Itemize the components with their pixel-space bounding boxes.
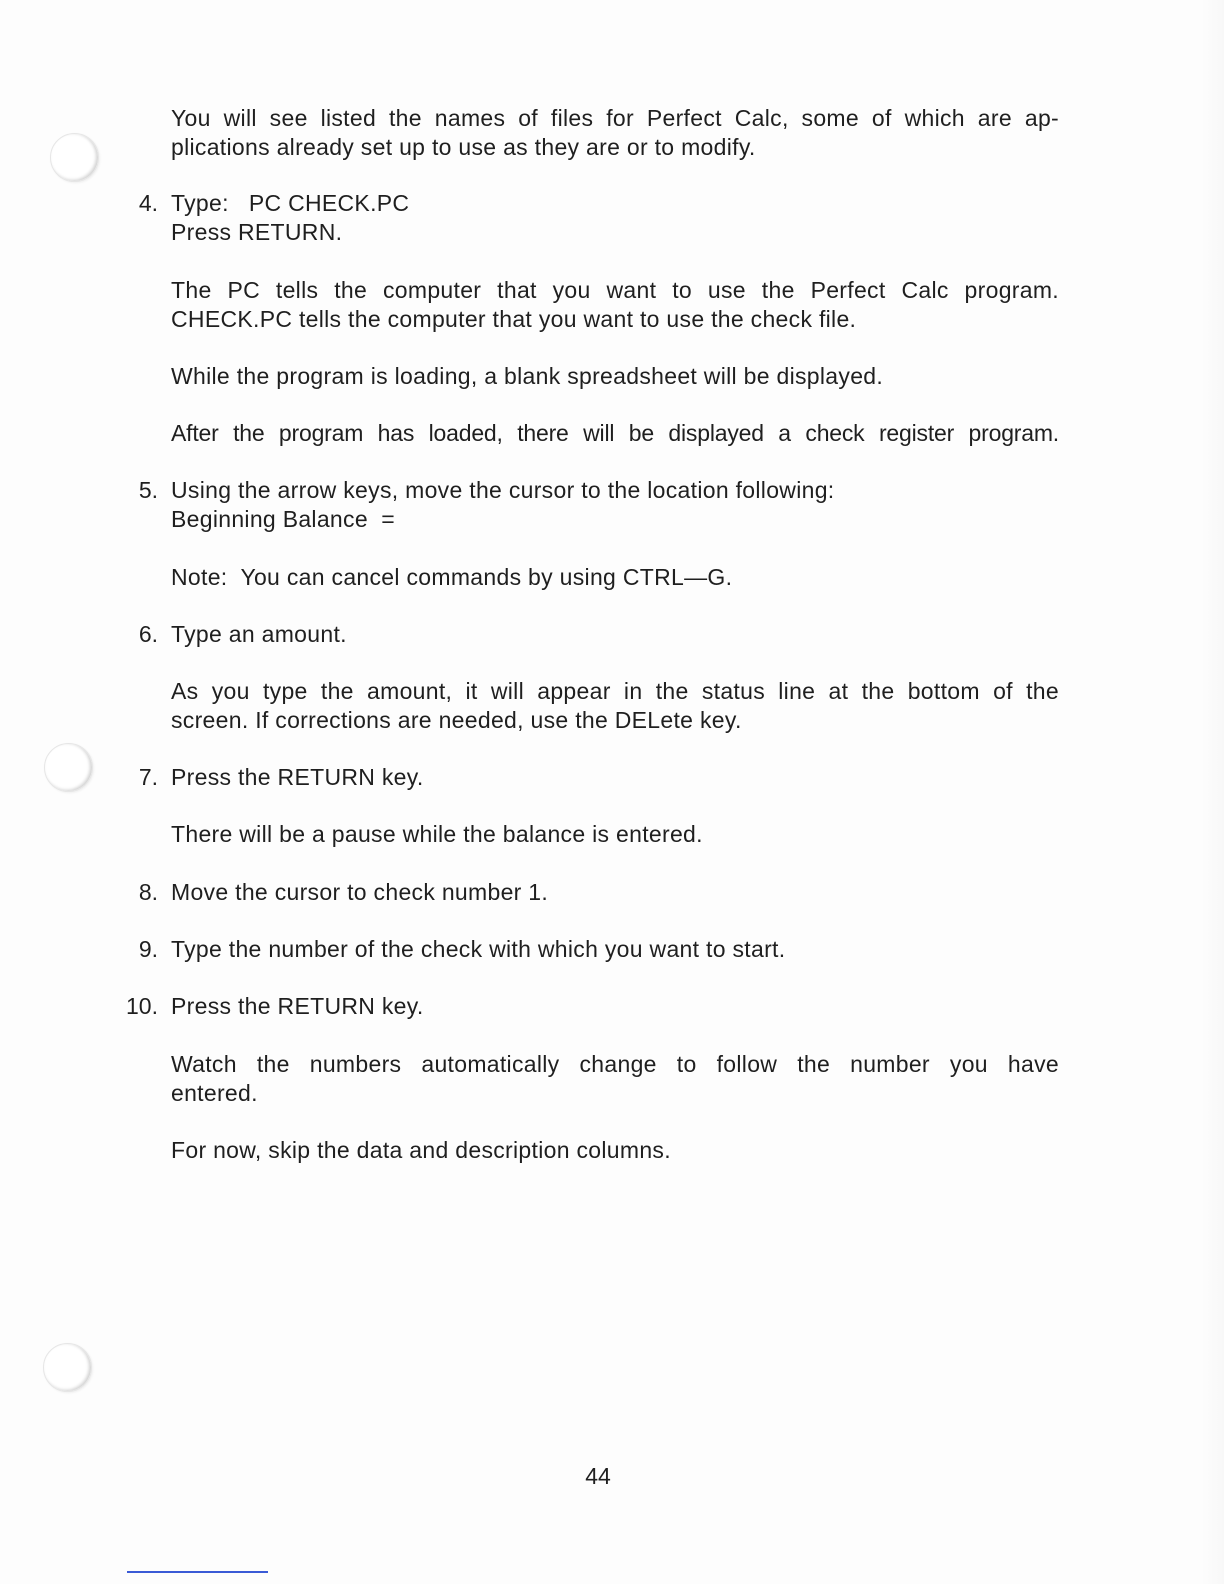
amount-status-line-1: As you type the amount, it will appear in the status line at the bottom of the — [171, 678, 1059, 704]
footer-rule — [127, 1571, 268, 1573]
step-4-line-1: Type: PC CHECK.PC — [171, 190, 410, 216]
step-number-6: 6. — [138, 621, 158, 647]
step-number-7: 7. — [138, 764, 158, 790]
step-4-line-2: Press RETURN. — [171, 219, 343, 245]
step-number-9: 9. — [138, 936, 158, 962]
binder-hole-middle — [44, 743, 93, 792]
pc-explain-line-1: The PC tells the computer that you want to use the Perfect Calc program. — [171, 277, 1059, 303]
step-5-line-2: Beginning Balance = — [171, 506, 396, 532]
step-9-line-1: Type the number of the check with which you want to start. — [171, 936, 786, 962]
step-5-line-1: Using the arrow keys, move the cursor to the location following: — [171, 477, 835, 503]
step-10-line-1: Press the RETURN key. — [171, 993, 424, 1019]
watch-line-1: Watch the numbers automatically change to follow the number you have — [171, 1051, 1059, 1077]
step-number-10: 10. — [126, 993, 158, 1019]
step-number-8: 8. — [138, 879, 158, 905]
note-paragraph: Note: You can cancel commands by using CTRL—G. — [171, 564, 733, 590]
step-number-5: 5. — [138, 477, 158, 503]
amount-status-line-2: screen. If corrections are needed, use the DELete key. — [171, 707, 742, 733]
step-7-line-1: Press the RETURN key. — [171, 764, 424, 790]
page-edge-shadow — [1200, 0, 1224, 1584]
loaded-paragraph: After the program has loaded, there will be displayed a check register program. — [171, 420, 1059, 446]
intro-line-1: You will see listed the names of files for Perfect Calc, some of which are ap- — [171, 105, 1059, 131]
page-number: 44 — [585, 1463, 611, 1489]
loading-paragraph: While the program is loading, a blank spreadsheet will be displayed. — [171, 363, 884, 389]
pause-paragraph: There will be a pause while the balance is entered. — [171, 821, 703, 847]
binder-hole-top — [50, 133, 99, 182]
binder-hole-bottom — [43, 1343, 92, 1392]
intro-line-2: plications already set up to use as they are or to modify. — [171, 134, 756, 160]
skip-paragraph: For now, skip the data and description columns. — [171, 1137, 671, 1163]
step-8-line-1: Move the cursor to check number 1. — [171, 879, 549, 905]
watch-line-2: entered. — [171, 1080, 258, 1106]
pc-explain-line-2: CHECK.PC tells the computer that you want to use the check file. — [171, 306, 857, 332]
step-number-4: 4. — [138, 190, 158, 216]
step-6-line-1: Type an amount. — [171, 621, 347, 647]
